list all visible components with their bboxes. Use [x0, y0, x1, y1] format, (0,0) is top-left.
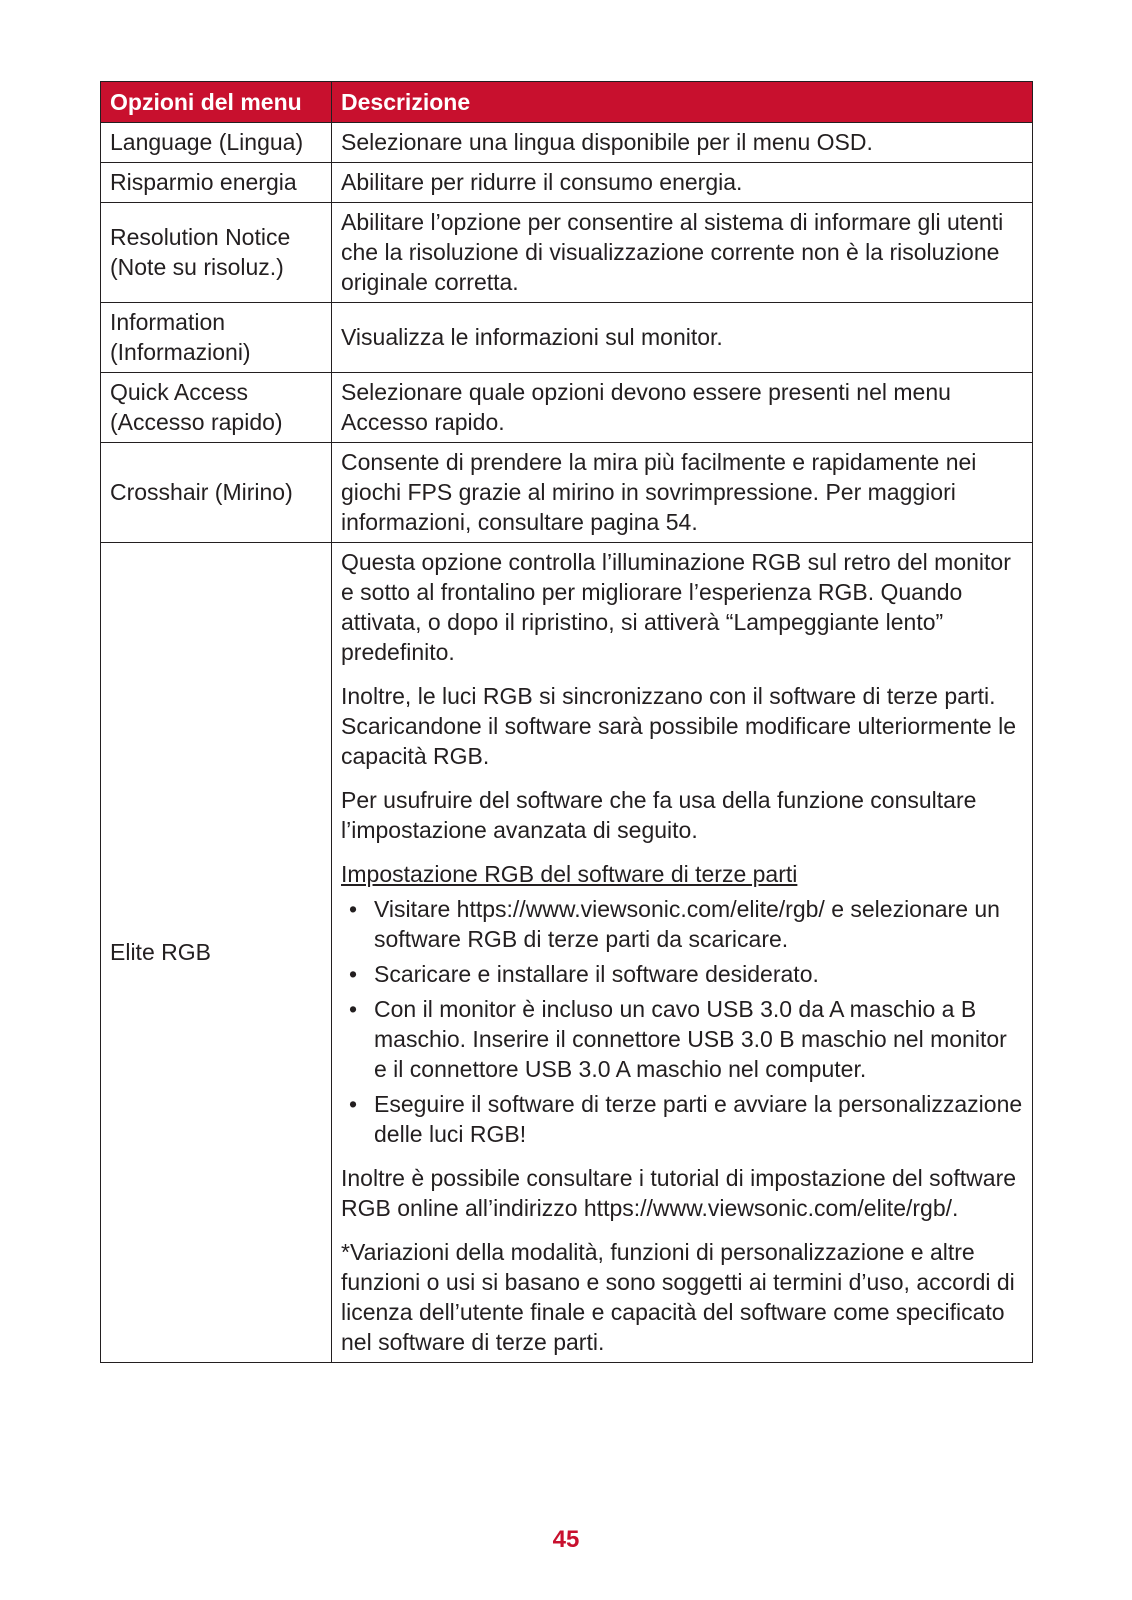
option-cell: Risparmio energia	[101, 163, 332, 203]
option-name: Quick Access	[110, 379, 249, 405]
list-item	[341, 894, 1023, 954]
list-item	[341, 959, 1023, 989]
description-paragraph: Inoltre è possibile consultare i tutorial di impostazione del software RGB online all’indirizzo https://www.viewsonic.com/elite/rgb/.	[341, 1165, 1017, 1221]
list-item	[341, 1089, 1023, 1149]
option-cell: Crosshair (Mirino)	[101, 443, 332, 543]
menu-options-table	[100, 81, 1033, 1363]
option-translation: (Informazioni)	[110, 339, 251, 365]
table-row	[101, 303, 1033, 373]
description-cell: Visualizza le informazioni sul monitor.	[332, 303, 1033, 373]
option-cell	[101, 373, 332, 443]
list-item-text: Scaricare e installare il software desiderato.	[374, 961, 819, 987]
list-item-text: Con il monitor è incluso un cavo USB 3.0 da A maschio a B maschio. Inserire il connettore USB 3.0 B maschio nel monitor e il connettore USB 3.0 A maschio nel computer.	[374, 996, 1007, 1082]
page-number: 45	[552, 1526, 580, 1553]
column-header-options: Opzioni del menu	[101, 82, 332, 123]
description-paragraph: Per usufruire del software che fa usa della funzione consultare l’impostazione avanzata di seguito.	[341, 787, 977, 843]
steps-list	[341, 894, 1023, 1149]
table-row	[101, 373, 1033, 443]
table-row	[101, 543, 1033, 1363]
table-row	[101, 163, 1033, 203]
bullet-icon: •	[349, 996, 358, 1022]
bullet-icon: •	[349, 961, 358, 987]
subheading: Impostazione RGB del software di terze parti	[341, 861, 798, 887]
table-header-row	[101, 82, 1033, 123]
description-cell: Abilitare per ridurre il consumo energia.	[332, 163, 1033, 203]
table-row	[101, 203, 1033, 303]
list-item-text: Eseguire il software di terze parti e avviare la personalizzazione delle luci RGB!	[374, 1091, 1023, 1147]
description-paragraph: Inoltre, le luci RGB si sincronizzano con il software di terze parti. Scaricandone il software sarà possibile modificare ulteriormente le capacità RGB.	[341, 683, 1016, 769]
option-name: Information	[110, 309, 226, 335]
bullet-icon: •	[349, 1091, 358, 1117]
option-translation: (Note su risoluz.)	[110, 254, 284, 280]
option-cell: Elite RGB	[101, 543, 332, 1363]
table-row	[101, 123, 1033, 163]
bullet-icon: •	[349, 896, 358, 922]
description-cell	[332, 543, 1033, 1363]
option-cell	[101, 203, 332, 303]
option-cell: Language (Lingua)	[101, 123, 332, 163]
description-cell: Abilitare l’opzione per consentire al sistema di informare gli utenti che la risoluzione di visualizzazione corrente non è la risoluzione originale corretta.	[332, 203, 1033, 303]
option-translation: (Accesso rapido)	[110, 409, 283, 435]
disclaimer-paragraph: *Variazioni della modalità, funzioni di personalizzazione e altre funzioni o usi si basano e sono soggetti ai termini d’uso, accordi di licenza dell’utente finale e capacità del software come specificato nel software di terze parti.	[341, 1239, 1015, 1355]
column-header-description: Descrizione	[332, 82, 1033, 123]
description-cell: Consente di prendere la mira più facilmente e rapidamente nei giochi FPS grazie al mirino in sovrimpressione. Per maggiori informazioni, consultare pagina 54.	[332, 443, 1033, 543]
description-cell: Selezionare una lingua disponibile per il menu OSD.	[332, 123, 1033, 163]
description-cell: Selezionare quale opzioni devono essere presenti nel menu Accesso rapido.	[332, 373, 1033, 443]
option-cell	[101, 303, 332, 373]
description-paragraph: Questa opzione controlla l’illuminazione RGB sul retro del monitor e sotto al frontalino per migliorare l’esperienza RGB. Quando attivata, o dopo il ripristino, si attiverà “Lampeggiante lento” predefinito.	[341, 549, 1011, 665]
list-item	[341, 994, 1023, 1084]
option-name: Resolution Notice	[110, 224, 291, 250]
list-item-text: Visitare https://www.viewsonic.com/elite/rgb/ e selezionare un software RGB di terze parti da scaricare.	[374, 896, 1000, 952]
table-row	[101, 443, 1033, 543]
